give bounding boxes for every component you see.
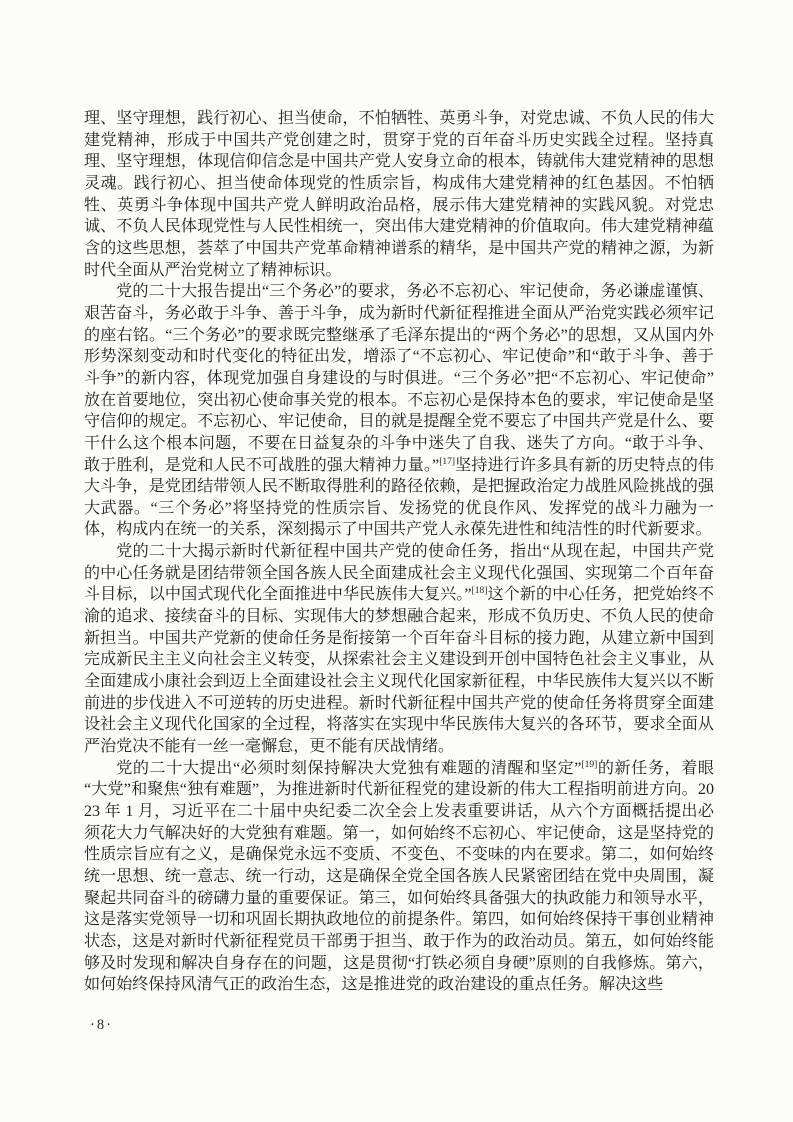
- footnote-ref-17: [17]: [439, 456, 456, 467]
- paragraph-2: [84, 281, 714, 541]
- text-column: [84, 108, 714, 996]
- paragraph-4-text: 党的二十大提出“必须时刻保持解决大党独有难题的清醒和坚定”: [116, 759, 582, 777]
- page-number: ·8·: [90, 1017, 113, 1033]
- footnote-ref-18: [18]: [471, 586, 488, 597]
- paragraph-1: [84, 108, 714, 281]
- paragraph-4-text-cont: 的新任务，着眼“大党”和聚焦“独有难题”，为推进新时代新征程党的建设新的伟大工程指明前进方向。2023 年 1 月，习近平在二十届中央纪委二次全会上发表重要讲话，从六个方面概括提出必须花大力气解决好的大党独有难题。第一，如何始终不忘初心、牢记使命，这是坚持党的性质宗旨应有之义，是确保党永远不变质、不变色、不变味的内在要求。第二，如何始终统一思想、统一意志、统一行动，这是确保全党全国各族人民紧密团结在党中央周围，凝聚起共同奋斗的磅礴力量的重要保证。第三，如何始终具备强大的执政能力和领导水平，这是落实党领导一切和巩固长期执政地位的前提条件。第四，如何始终保持干事创业精神状态，这是对新时代新征程党员干部勇于担当、敢于作为的政治动员。第五，如何始终能够及时发现和解决自身存在的问题，这是贯彻“打铁必须自身硬”原则的自我修炼。第六，如何始终保持风清气正的政治生态，这是推进党的政治建设的重点任务。解决这些: [84, 759, 714, 994]
- paragraph-1-text: 理、坚守理想，践行初心、担当使命，不怕牺牲、英勇斗争，对党忠诚、不负人民的伟大建党精神，形成于中国共产党创建之时，贯穿于党的百年奋斗历史实践全过程。坚持真理、坚守理想，体现信仰信念是中国共产党人安身立命的根本，铸就伟大建党精神的思想灵魂。践行初心、担当使命体现党的性质宗旨，构成伟大建党精神的红色基因。不怕牺牲、英勇斗争体现中国共产党人鲜明政治品格，展示伟大建党精神的实践风貌。对党忠诚、不负人民体现党性与人民性相统一，突出伟大建党精神的价值取向。伟大建党精神蕴含的这些思想，荟萃了中国共产党革命精神谱系的精华，是中国共产党的精神之源，为新时代全面从严治党树立了精神标识。: [84, 110, 714, 279]
- footnote-ref-19: [19]: [581, 759, 598, 770]
- paragraph-3-text: 党的二十大揭示新时代新征程中国共产党的使命任务，指出“从现在起，中国共产党的中心任务就是团结带领全国各族人民全面建成社会主义现代化强国、实现第二个百年奋斗目标，以中国式现代化全面推进中华民族伟大复兴。”: [84, 543, 714, 604]
- paragraph-3-text-cont: 这个新的中心任务，把党始终不渝的追求、接续奋斗的目标、实现伟大的梦想融合起来，形成不负历史、不负人民的使命新担当。中国共产党新的使命任务是衔接第一个百年奋斗目标的接力跑，从建立新中国到完成新民主主义向社会主义转变，从探索社会主义建设到开创中国特色社会主义事业，从全面建成小康社会到迈上全面建设社会主义现代化国家新征程，中华民族伟大复兴以不断前进的步伐进入不可逆转的历史进程。新时代新征程中国共产党的使命任务将贯穿全面建设社会主义现代化国家的全过程，将落实在实现中华民族伟大复兴的各环节，要求全面从严治党决不能有一丝一毫懈怠，更不能有厌战情绪。: [84, 586, 715, 756]
- paragraph-3: [84, 541, 714, 758]
- paragraph-2-text: 党的二十大报告提出“三个务必”的要求，务必不忘初心、牢记使命，务必谦虚谨慎、艰苦奋斗，务必敢于斗争、善于斗争，成为新时代新征程推进全面从严治党实践必须牢记的座右铭。“三个务必”的要求既完整继承了毛泽东提出的“两个务必”的思想，又从国内外形势深刻变动和时代变化的特征出发，增添了“不忘初心、牢记使命”和“敢于斗争、善于斗争”的新内容，体现党加强自身建设的与时俱进。“三个务必”把“不忘初心、牢记使命”放在首要地位，突出初心使命事关党的根本。不忘初心是保持本色的要求，牢记使命是坚守信仰的规定。不忘初心、牢记使命，目的就是提醒全党不要忘了中国共产党是什么、要干什么这个根本问题，不要在日益复杂的斗争中迷失了自我、迷失了方向。“敢于斗争、敢于胜利，是党和人民不可战胜的强大精神力量。”: [84, 283, 714, 474]
- paragraph-2-text-cont: 坚持进行许多具有新的历史特点的伟大斗争，是党团结带领人民不断取得胜利的路径依赖，是把握政治定力战胜风险挑战的强大武器。“三个务必”将坚持党的性质宗旨、发扬党的优良作风、发挥党的战斗力融为一体，构成内在统一的关系，深刻揭示了中国共产党人永葆先进性和纯洁性的时代新要求。: [84, 456, 715, 539]
- paragraph-4: [84, 758, 714, 996]
